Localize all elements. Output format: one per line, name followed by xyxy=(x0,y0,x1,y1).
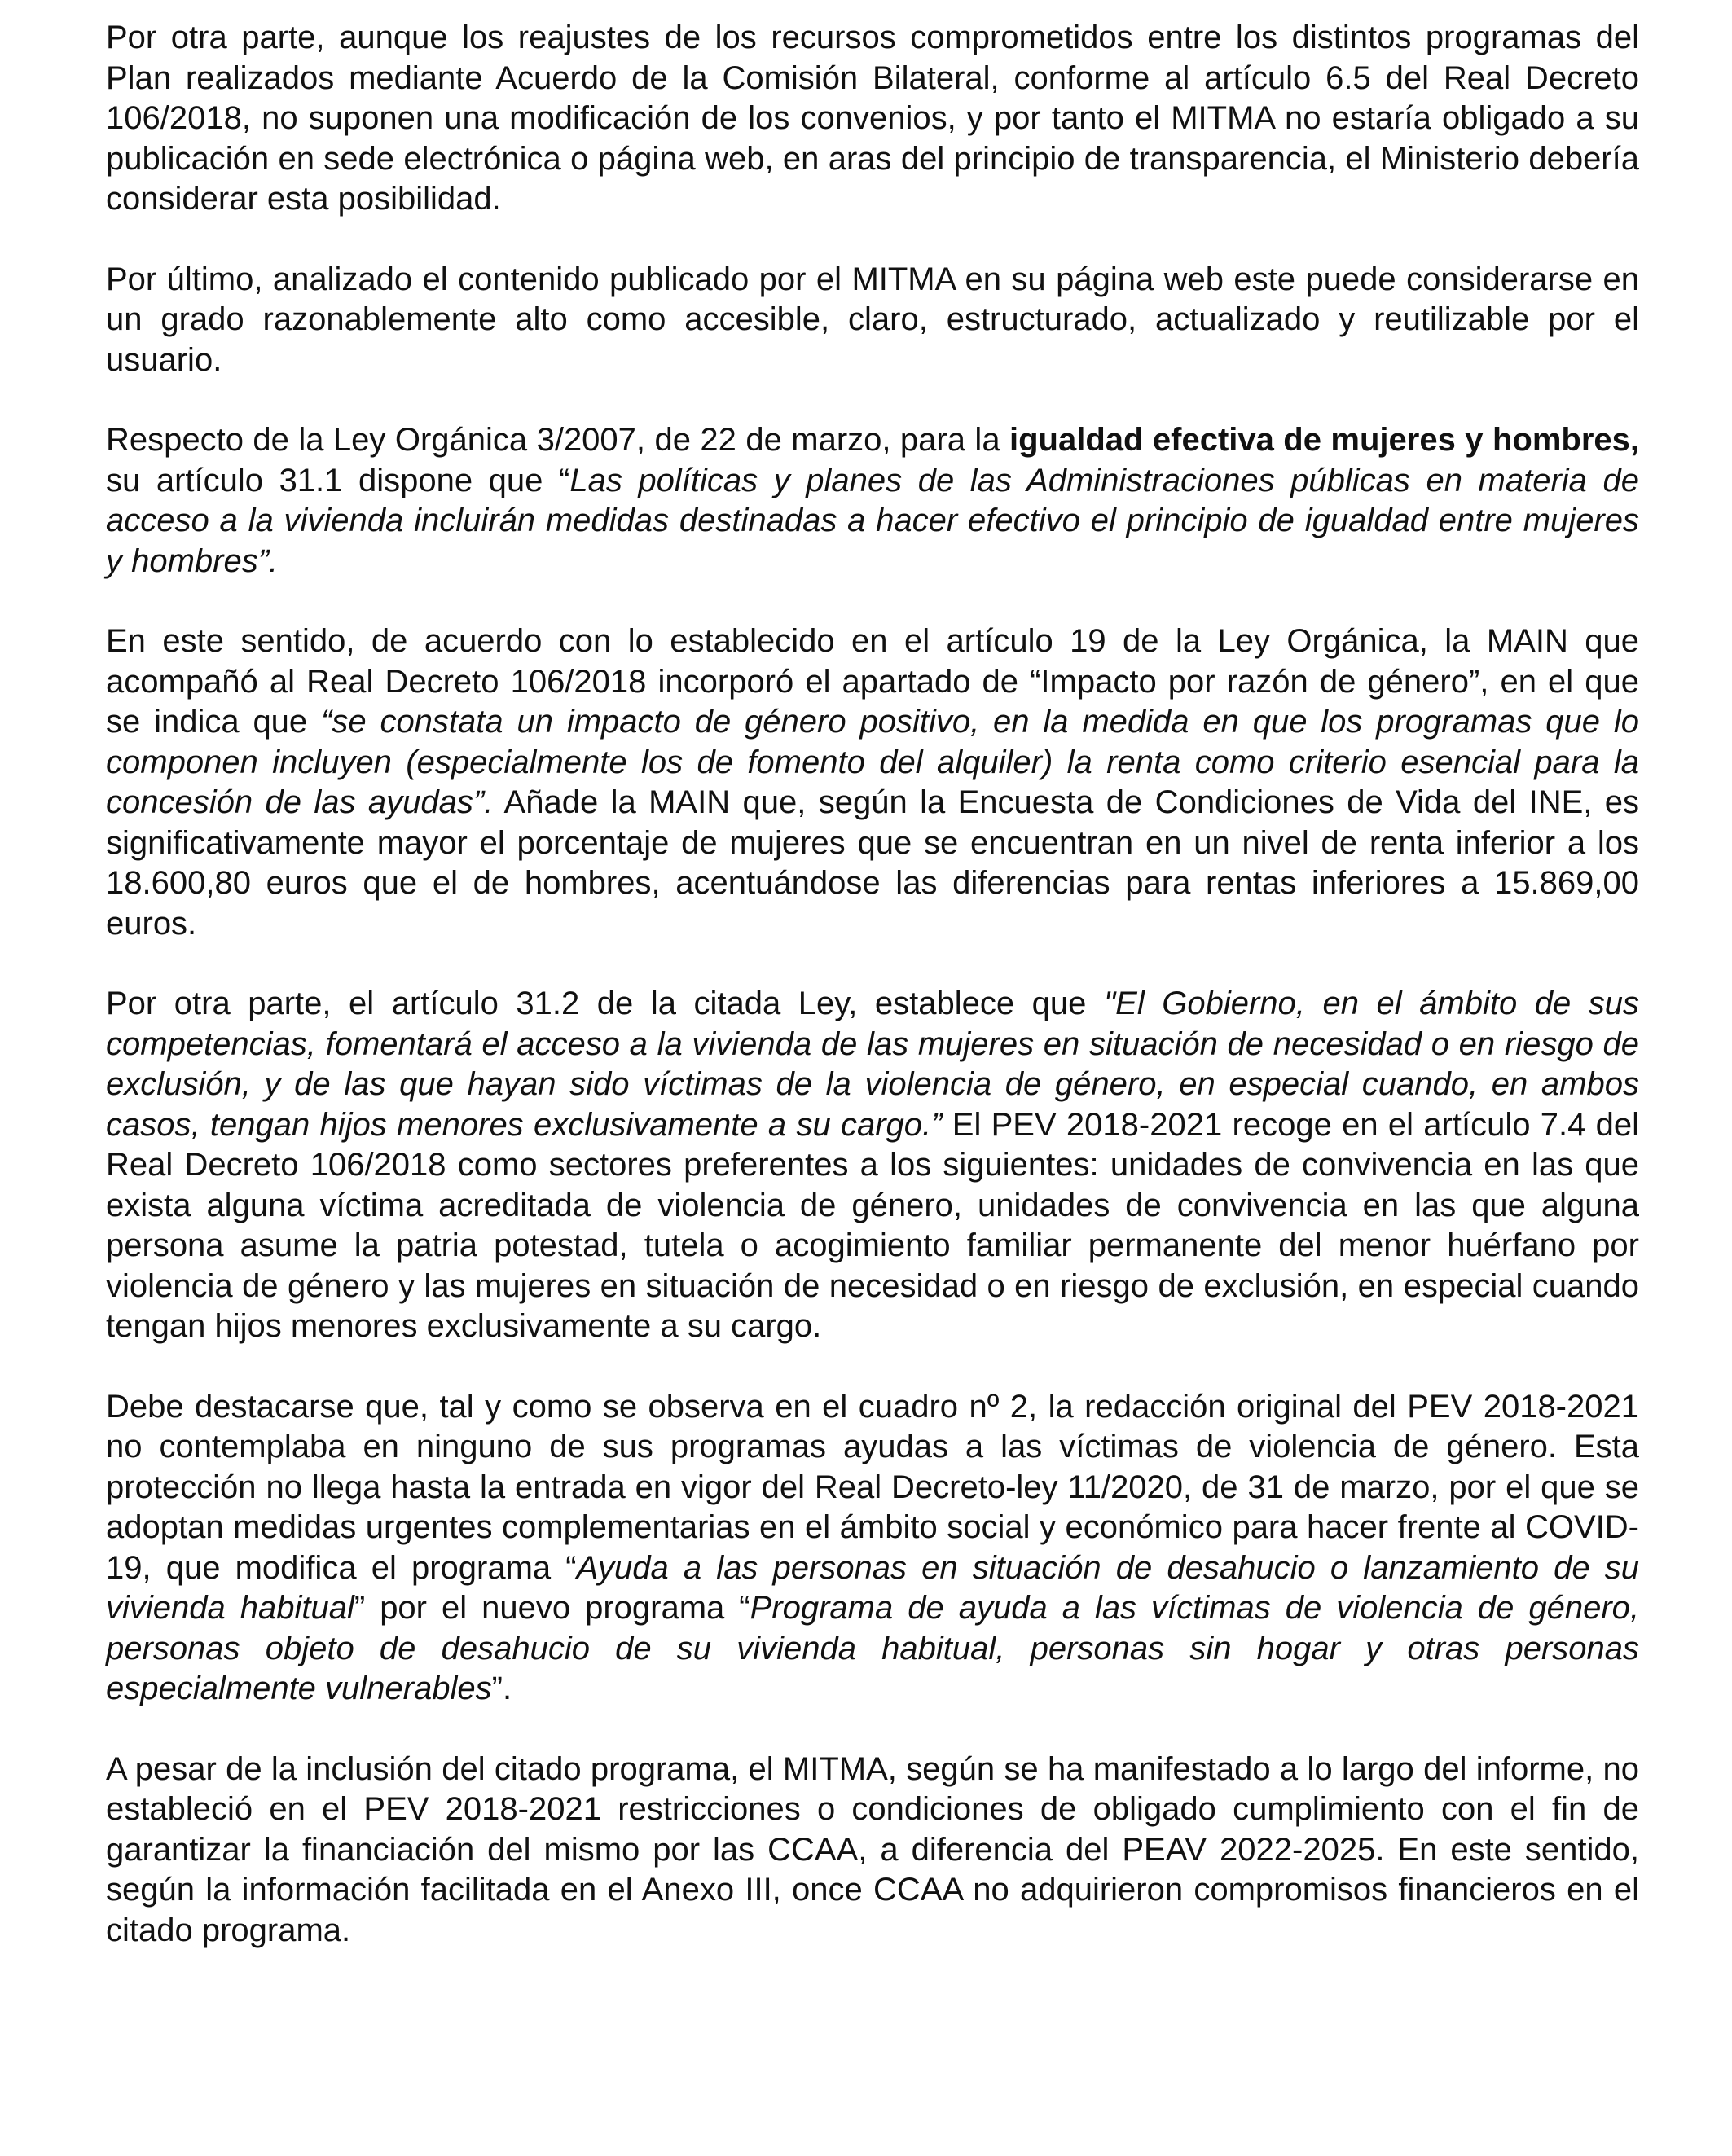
text-run: Por otra parte, el artículo 31.2 de la citada Ley, establece que xyxy=(106,986,1104,1021)
text-run: Por otra parte, aunque los reajustes de los recursos comprometidos entre los distintos programas del Plan realizados mediante Acuerdo de la Comisión Bilateral, conforme al artículo 6.5 del Real Decreto 106/2018, no suponen una modificación de los convenios, y por tanto el MITMA no estaría obligado a su publicación en sede electrónica o página web, en aras del principio de transparencia, el Ministerio debería considerar esta posibilidad. xyxy=(106,20,1639,217)
italic-quote-run: Las políticas y planes de las Administraciones públicas en materia de acceso a la vivienda incluirán medidas destinadas a hacer efectivo el principio de igualdad entre mujeres y hombres”. xyxy=(106,462,1639,579)
italic-program-name-run: Ayuda a las personas en situación de desahucio o lanzamiento de su vivienda habitual xyxy=(106,1549,1640,1626)
text-run: A pesar de la inclusión del citado programa, el MITMA, según se ha manifestado a lo largo del informe, no estableció en el PEV 2018-2021 restricciones o condiciones de obligado cumplimiento con el fin de garantizar la financiación del mismo por las CCAA, a diferencia del PEAV 2022-2025. En este sentido, según la información facilitada en el Anexo III, once CCAA no adquirieron compromisos financieros en el citado programa. xyxy=(106,1750,1639,1948)
text-run: ”. xyxy=(491,1671,512,1706)
bold-text-run: igualdad efectiva de mujeres y hombres, xyxy=(1009,422,1639,458)
italic-program-name-run: Programa de ayuda a las víctimas de violencia de género, personas objeto de desahucio de su vivienda habitual, personas sin hogar y otras personas especialmente vulnerables xyxy=(106,1590,1639,1706)
paragraph-main-gender-impact xyxy=(106,621,1639,944)
paragraph-web-content-assessment xyxy=(106,260,1639,381)
text-run: ” por el nuevo programa “ xyxy=(354,1590,750,1626)
paragraph-plan-transparency xyxy=(106,18,1639,220)
italic-quote-run: “se constata un impacto de género positivo, en la medida en que los programas que lo componen incluyen (especialmente los de fomento del alquiler) la renta como criterio esencial para la concesión de las ayudas”. xyxy=(106,704,1639,820)
text-run: Respecto de la Ley Orgánica 3/2007, de 22 de marzo, para la xyxy=(106,422,1009,458)
italic-quote-run: "El Gobierno, en el ámbito de sus competencias, fomentará el acceso a la vivienda de las mujeres en situación de necesidad o en riesgo de exclusión, y de las que hayan sido víctimas de la violencia de género, en especial cuando, en ambos casos, tengan hijos menores exclusivamente a su cargo.” xyxy=(106,986,1639,1143)
text-run: su artículo 31.1 dispone que “ xyxy=(106,462,570,498)
paragraph-ccaa-commitments xyxy=(106,1750,1639,1952)
paragraph-equality-law-31-1 xyxy=(106,420,1639,582)
text-run: Añade la MAIN que, según la Encuesta de Condiciones de Vida del INE, es significativamente mayor el porcentaje de mujeres que se encuentran en un nivel de renta inferior a los 18.600,80 euros que el de hombres, acentuándose las diferencias para rentas inferiores a 15.869,00 euros. xyxy=(106,784,1640,942)
paragraph-article-31-2 xyxy=(106,984,1639,1347)
text-run: En este sentido, de acuerdo con lo establecido en el artículo 19 de la Ley Orgánica, la MAIN que acompañó al Real Decreto 106/2018 incorporó el apartado de “Impacto por razón de género”, en el que se indica que xyxy=(106,623,1639,740)
text-run: El PEV 2018-2021 recoge en el artículo 7.4 del Real Decreto 106/2018 como sectores preferentes a los siguientes: unidades de convivencia en las que exista alguna víctima acreditada de violencia de género, unidades de convivencia en las que alguna persona asume la patria potestad, tutela o acogimiento familiar permanente del menor huérfano por violencia de género y las mujeres en situación de necesidad o en riesgo de exclusión, en especial cuando tengan hijos menores exclusivamente a su cargo. xyxy=(106,1106,1639,1344)
paragraph-cuadro-2-covid xyxy=(106,1387,1639,1710)
text-run: Por último, analizado el contenido publicado por el MITMA en su página web este puede considerarse en un grado razonablemente alto como accesible, claro, estructurado, actualizado y reutilizable por el usuario. xyxy=(106,261,1639,378)
text-run: Debe destacarse que, tal y como se observa en el cuadro nº 2, la redacción original del PEV 2018-2021 no contemplaba en ninguno de sus programas ayudas a las víctimas de violencia de género. Esta protección no llega hasta la entrada en vigor del Real Decreto-ley 11/2020, de 31 de marzo, por el que se adoptan medidas urgentes complementarias en el ámbito social y económico para hacer frente al COVID-19, que modifica el programa “ xyxy=(106,1388,1639,1586)
document-page xyxy=(106,18,1639,1991)
